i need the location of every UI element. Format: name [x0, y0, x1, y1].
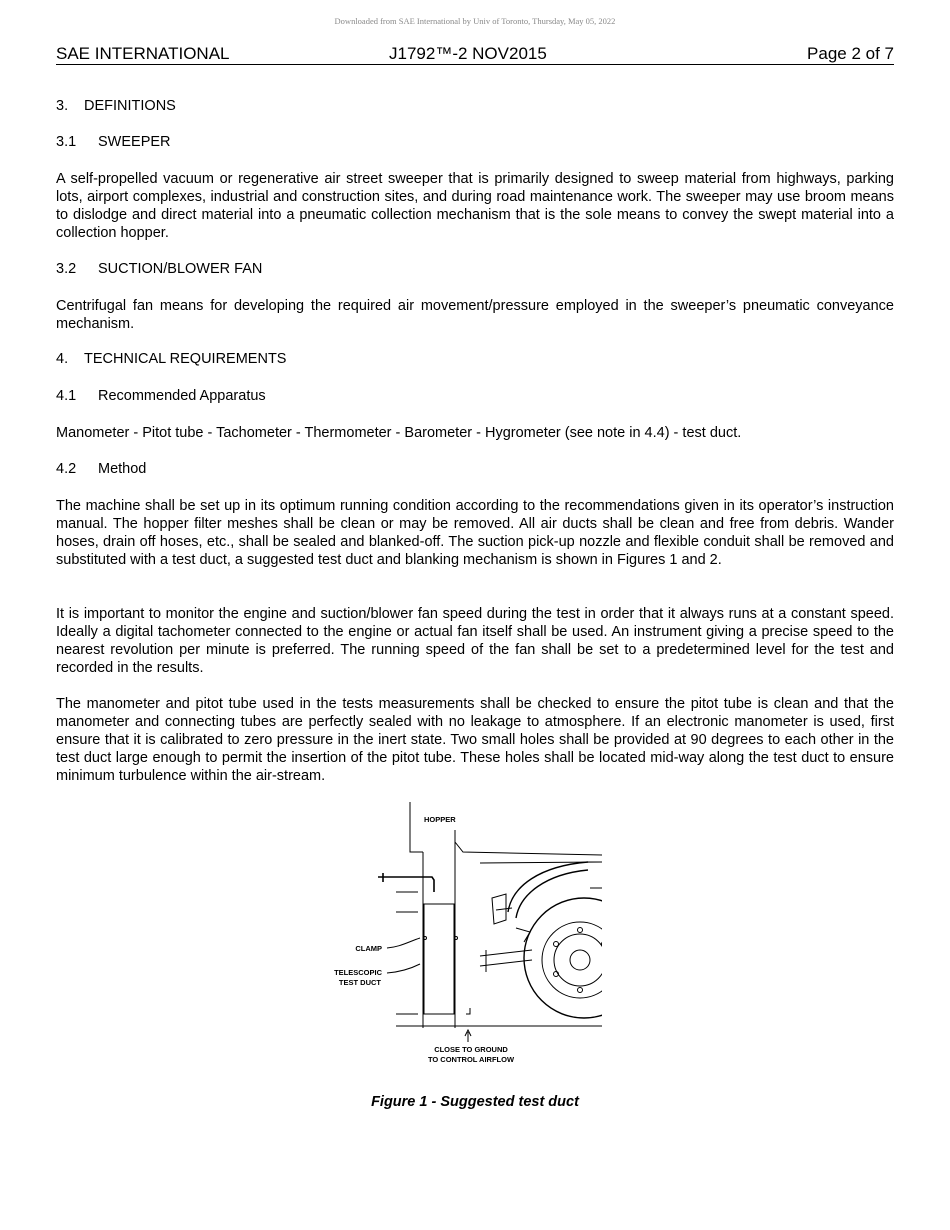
section-number: 3. — [56, 98, 69, 114]
section-number: 3.1 — [56, 134, 77, 150]
close-to-ground-label: CLOSE TO GROUND — [434, 1045, 508, 1054]
header-org: SAE INTERNATIONAL — [56, 44, 230, 63]
section-number: 4.1 — [56, 388, 77, 404]
header-doc-id: J1792™-2 NOV2015 — [389, 44, 547, 63]
control-airflow-label: TO CONTROL AIRFLOW — [427, 1055, 515, 1064]
section-4-2-paragraph-2: It is important to monitor the engine and suction/blower fan speed during the test in order that it always runs at a constant speed. Ideally a digital tachometer connected to the engine or actual fan itself shall be used. An instrument giving a precise speed to the nearest revolution per minute is preferred. The running speed of the fan shall be set to a predetermined level for the test and recorded in the results. — [56, 606, 894, 676]
section-title: SWEEPER — [98, 134, 171, 150]
section-3-2-paragraph: Centrifugal fan means for developing the required air movement/pressure employed in the sweeper’s pneumatic conveyance mechanism. — [56, 298, 894, 332]
section-number: 3.2 — [56, 261, 77, 277]
telescopic-label: TELESCOPIC — [334, 968, 382, 977]
section-4-2-heading — [56, 460, 146, 478]
test-duct-figure — [320, 800, 620, 1070]
section-number: 4.2 — [56, 461, 77, 477]
section-4-1-heading — [56, 387, 266, 405]
section-4-1-paragraph: Manometer - Pitot tube - Tachometer - Thermometer - Barometer - Hygrometer (see note in 4.4) - test duct. — [56, 425, 742, 441]
clamp-label: CLAMP — [355, 944, 382, 953]
test-duct-label: TEST DUCT — [338, 978, 381, 987]
section-3-1-paragraph: A self-propelled vacuum or regenerative air street sweeper that is primarily designed to sweep material from highways, parking lots, airport complexes, industrial and construction sites, and during road maintenance work. The sweeper may use broom means to dislodge and direct material into a pneumatic collection mechanism that is the sole means to convey the swept material into a collection hopper. — [56, 171, 894, 241]
download-notice: Downloaded from SAE International by Univ of Toronto, Thursday, May 05, 2022 — [334, 16, 616, 26]
section-4-2-paragraph-3: The manometer and pitot tube used in the tests measurements shall be checked to ensure the pitot tube is clean and that the manometer and connecting tubes are perfectly sealed with no leakage to atmosphere. If an electronic manometer is used, first ensure that it is calibrated to zero pressure in the inert state. Two small holes shall be provided at 90 degrees to each other in the test duct large enough to permit the insertion of the pitot tube. These holes shall be located mid-way along the test duct to ensure minimum turbulence within the air-stream. — [56, 696, 894, 784]
section-title: TECHNICAL REQUIREMENTS — [84, 351, 287, 367]
section-title: DEFINITIONS — [84, 98, 176, 114]
section-number: 4. — [56, 351, 69, 367]
section-3-2-heading — [56, 260, 262, 278]
section-4-heading — [56, 350, 286, 368]
section-title: Recommended Apparatus — [98, 388, 266, 404]
section-3-heading — [56, 97, 176, 115]
header-page-number: Page 2 of 7 — [807, 44, 894, 63]
section-3-1-heading — [56, 133, 171, 151]
figure-caption: Figure 1 - Suggested test duct — [371, 1094, 579, 1110]
section-4-2-paragraph-1: The machine shall be set up in its optimum running condition according to the recommendations given in its operator’s instruction manual. The hopper filter meshes shall be clean or may be removed. All air ducts shall be clean and free from debris. Wander hoses, drain off hoses, etc., shall be sealed and blanked-off. The suction pick-up nozzle and flexible conduit shall be removed and substituted with a test duct, a suggested test duct and blanking mechanism is shown in Figures 1 and 2. — [56, 498, 894, 568]
section-title: Method — [98, 461, 147, 477]
hopper-label: HOPPER — [424, 815, 456, 824]
section-title: SUCTION/BLOWER FAN — [98, 261, 263, 277]
page-header — [56, 44, 894, 65]
